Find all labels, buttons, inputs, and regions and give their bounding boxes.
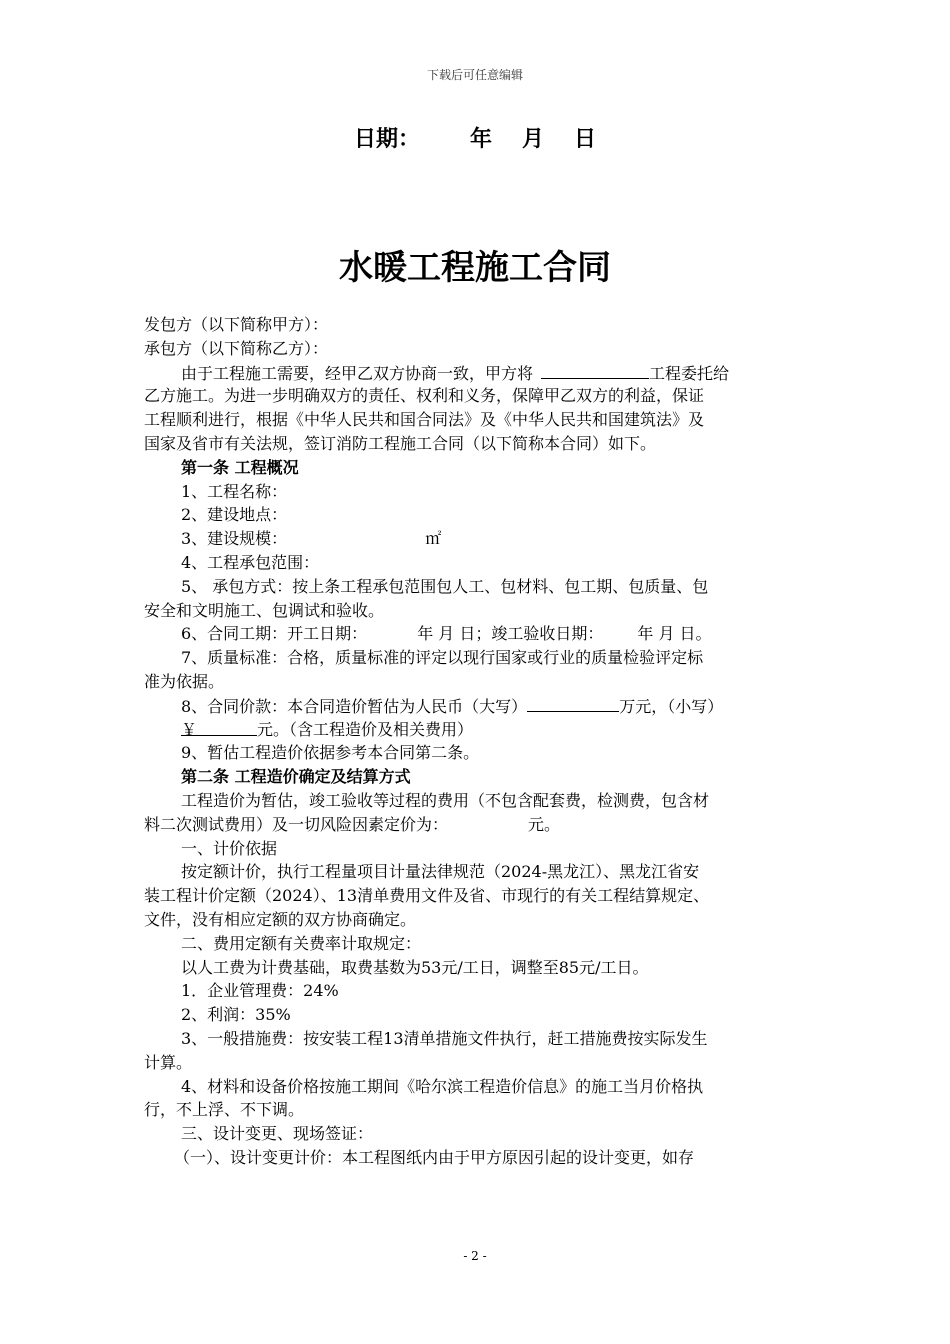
party-a-line: 发包方（以下简称甲方）：	[144, 315, 329, 334]
header-note: 下载后可任意编辑	[426, 68, 523, 82]
item-scope: 4、工程承包范围：	[181, 552, 320, 572]
item-method-line-1: 5、 承包方式：按上条工程承包范围包人工、包材料、包工期、包质量、包	[181, 576, 709, 596]
item-quality-line-1: 7、质量标准：合格，质量标准的评定以现行国家或行业的质量检验评定标	[181, 648, 704, 668]
price-lower-blank	[181, 718, 257, 739]
art2-price-unit: 元。	[528, 814, 561, 834]
intro-line-3: 工程顺利进行，根据《中华人民共和国合同法》及《中华人民共和国建筑法》及	[144, 410, 705, 430]
art2-para-line-1: 工程造价为暂估，竣工验收等过程的费用（不包含配套费，检测费，包含材	[181, 790, 710, 810]
fee-measures-line-2: 计算。	[144, 1052, 193, 1072]
date-month: 月	[522, 127, 545, 152]
section-1-line-1: 按定额计价，执行工程量项目计量法律规范（2024-黑龙江）、黑龙江省安	[181, 862, 700, 882]
duration-mid: 年 月 日；竣工验收日期：	[417, 624, 604, 644]
intro-line-2: 乙方施工。为进一步明确双方的责任、权利和义务，保障甲乙双方的利益，保证	[144, 386, 705, 406]
section-1-heading: 一、计价依据	[181, 838, 278, 858]
item-scale	[144, 527, 824, 551]
duration-start-label: 6、合同工期：开工日期：	[181, 624, 368, 644]
item-duration	[144, 622, 824, 646]
yuan-symbol: ￥	[181, 719, 198, 739]
intro-line-1	[144, 361, 824, 385]
item-scale-unit: ㎡	[425, 529, 442, 549]
date-day: 日	[574, 127, 597, 152]
date-line	[0, 122, 950, 153]
art2-price-label: 料二次测试费用）及一切风险因素定价为：	[144, 814, 449, 834]
item-method-line-2: 安全和文明施工、包调试和验收。	[144, 600, 385, 620]
item-quality-line-2: 准为依据。	[144, 671, 225, 691]
fee-profit: 2、利润：35%	[181, 1005, 291, 1025]
date-year: 年	[469, 127, 492, 152]
article-1-heading: 第一条 工程概况	[181, 457, 299, 477]
project-blank	[541, 361, 649, 379]
intro-text-1a: 由于工程施工需要，经甲乙双方协商一致，甲方将	[181, 363, 534, 383]
price-upper-blank	[527, 694, 619, 712]
item-scale-label: 3、建设规模：	[181, 529, 288, 549]
section-2-para: 以人工费为计费基础，取费基数为53元/工日，调整至85元/工日。	[181, 957, 649, 977]
item-price-basis: 9、暂估工程造价依据参考本合同第二条。	[181, 743, 480, 763]
section-1-line-3: 文件，没有相应定额的双方协商确定。	[144, 909, 417, 929]
item-price-line-1	[144, 694, 824, 718]
document-title: 水暖工程施工合同	[339, 248, 611, 288]
price-upper-label: 8、合同价款：本合同造价暂估为人民币（大写）	[181, 696, 528, 716]
contract-body	[144, 313, 824, 1170]
section-2-heading: 二、费用定额有关费率计取规定：	[181, 933, 422, 953]
section-1-line-2: 装工程计价定额（2024）、13清单费用文件及省、市现行的有关工程结算规定、	[144, 886, 710, 906]
duration-end: 年 月 日。	[637, 624, 712, 644]
article-2-heading: 第二条 工程造价确定及结算方式	[181, 767, 411, 787]
item-price-line-2	[144, 718, 824, 742]
intro-text-1b: 工程委托给	[649, 363, 730, 383]
party-b-line: 承包方（以下简称乙方）：	[144, 338, 329, 358]
item-location: 2、建设地点：	[181, 505, 288, 525]
page-number: - 2 -	[463, 1249, 487, 1263]
art2-para-line-2	[144, 813, 824, 837]
fee-materials-line-2: 行，不上浮、不下调。	[144, 1100, 305, 1120]
date-label: 日期：	[353, 127, 420, 152]
section-3-heading: 三、设计变更、现场签证：	[181, 1124, 374, 1144]
item-project-name: 1、工程名称：	[181, 481, 288, 501]
price-lower-label: 万元，（小写）	[619, 696, 724, 716]
fee-materials-line-1: 4、材料和设备价格按施工期间《哈尔滨工程造价信息》的施工当月价格执	[181, 1076, 704, 1096]
section-3-para: （一）、设计变更计价：本工程图纸内由于甲方原因引起的设计变更，如存	[174, 1147, 695, 1167]
fee-measures-line-1: 3、一般措施费：按安装工程13清单措施文件执行，赶工措施费按实际发生	[181, 1028, 708, 1048]
price-note: 元。（含工程造价及相关费用）	[257, 719, 474, 739]
fee-management: 1．企业管理费：24%	[181, 981, 339, 1001]
intro-line-4: 国家及省市有关法规，签订消防工程施工合同（以下简称本合同）如下。	[144, 433, 657, 453]
